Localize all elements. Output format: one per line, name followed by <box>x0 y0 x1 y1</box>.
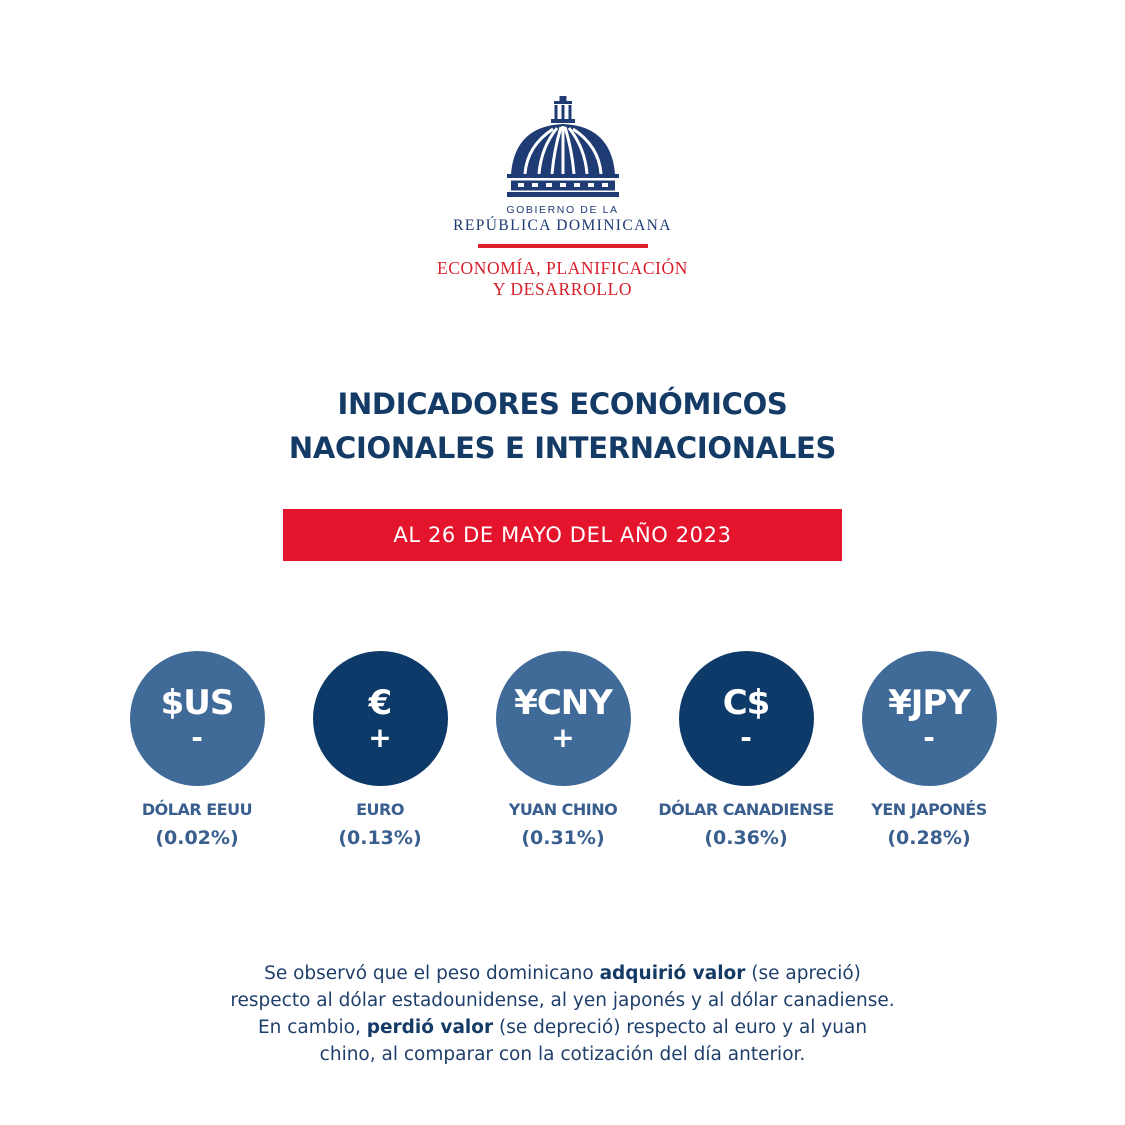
currency-change: (0.13%) <box>338 827 422 849</box>
currency-name: DÓLAR EEUU <box>141 800 253 819</box>
change-sign: - <box>191 720 203 754</box>
currency-badge <box>130 651 265 786</box>
note-line-3: En cambio, perdió valor (se depreció) respecto al euro y al yuan <box>257 1017 868 1038</box>
currency-symbol: ¥CNY <box>514 682 612 723</box>
currency-usd <box>97 651 297 849</box>
currency-name: YEN JAPONÉS <box>871 800 987 819</box>
currency-change: (0.02%) <box>155 827 239 849</box>
government-label: GOBIERNO DE LA <box>506 204 619 216</box>
change-sign: + <box>368 720 392 754</box>
currency-cad <box>646 651 846 849</box>
currency-badge <box>679 651 814 786</box>
currency-eur <box>280 651 480 849</box>
depreciation-highlight: perdió valor <box>366 1017 494 1038</box>
currency-change: (0.31%) <box>521 827 605 849</box>
note-line-2: respecto al dólar estadounidense, al yen japonés y al dólar canadiense. <box>230 990 895 1011</box>
currency-name: DÓLAR CANADIENSE <box>658 800 834 819</box>
ministry-line-1: ECONOMÍA, PLANIFICACIÓN <box>436 258 689 278</box>
country-label: REPÚBLICA DOMINICANA <box>453 217 672 234</box>
note-line-1: Se observó que el peso dominicano adquirió valor (se apreció) <box>264 963 861 984</box>
logo-divider <box>478 244 648 248</box>
currency-name: EURO <box>356 800 404 819</box>
ministry-line-2: Y DESARROLLO <box>492 279 633 299</box>
currency-badge <box>496 651 631 786</box>
currency-symbol: $US <box>160 682 234 723</box>
change-sign: - <box>923 720 935 754</box>
title-line-2: NACIONALES E INTERNACIONALES <box>288 431 837 465</box>
currency-badge <box>862 651 997 786</box>
ministry-name <box>0 258 1125 300</box>
currency-symbol: C$ <box>722 682 770 723</box>
capitol-dome-icon <box>507 96 619 200</box>
currency-badge <box>313 651 448 786</box>
page-title <box>0 382 1125 470</box>
government-logo <box>0 96 1125 300</box>
appreciation-highlight: adquirió valor <box>599 963 746 984</box>
currency-change: (0.28%) <box>887 827 971 849</box>
title-line-1: INDICADORES ECONÓMICOS <box>337 387 788 421</box>
currency-name: YUAN CHINO <box>508 800 618 819</box>
summary-note <box>0 960 1125 1068</box>
currency-jpy <box>829 651 1029 849</box>
date-banner: AL 26 DE MAYO DEL AÑO 2023 <box>283 509 842 561</box>
change-sign: + <box>551 720 575 754</box>
currency-symbol: € <box>368 682 392 723</box>
currency-cny <box>463 651 663 849</box>
change-sign: - <box>740 720 752 754</box>
currency-indicators <box>0 651 1125 871</box>
currency-symbol: ¥JPY <box>888 682 970 723</box>
currency-change: (0.36%) <box>704 827 788 849</box>
note-line-4: chino, al comparar con la cotización del día anterior. <box>319 1044 806 1065</box>
